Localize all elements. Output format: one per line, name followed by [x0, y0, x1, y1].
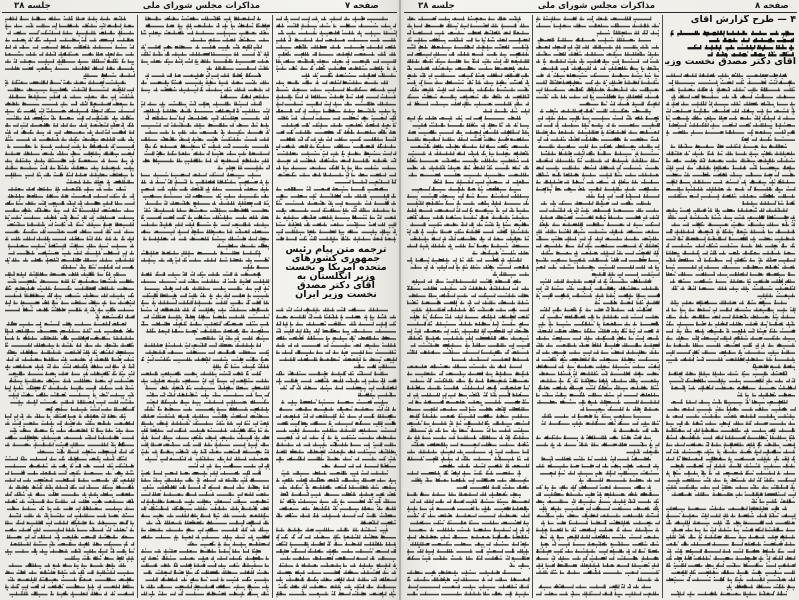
right-page-column-3-body-text [406, 15, 530, 598]
right-page-page-number: صفحه ۸ [755, 1, 789, 11]
left-page-page-number: صفحه ۷ [345, 1, 379, 11]
column-divider [662, 15, 663, 598]
left-page-column-1-body-text [275, 15, 397, 598]
right-page-header-rule [404, 12, 797, 13]
left-page-running-title: مذاکرات مجلس شورای ملی [142, 1, 260, 11]
left-page-session-number: جلسه ۳۸ [14, 1, 51, 11]
left-page-header-rule [2, 12, 397, 13]
left-page-column-2-body-text [140, 15, 270, 598]
left-page-column-3-body-text [4, 15, 135, 598]
right-page-running-title: مذاکرات مجلس شورای ملی [537, 1, 655, 11]
right-page-column-1-body-text [665, 15, 796, 598]
right-page-column-2-body-text [535, 15, 660, 598]
column-divider [272, 15, 273, 598]
column-divider [137, 15, 138, 598]
column-divider [532, 15, 533, 598]
page-gutter [399, 0, 401, 600]
right-page-session-number: جلسه ۳۸ [418, 1, 455, 11]
